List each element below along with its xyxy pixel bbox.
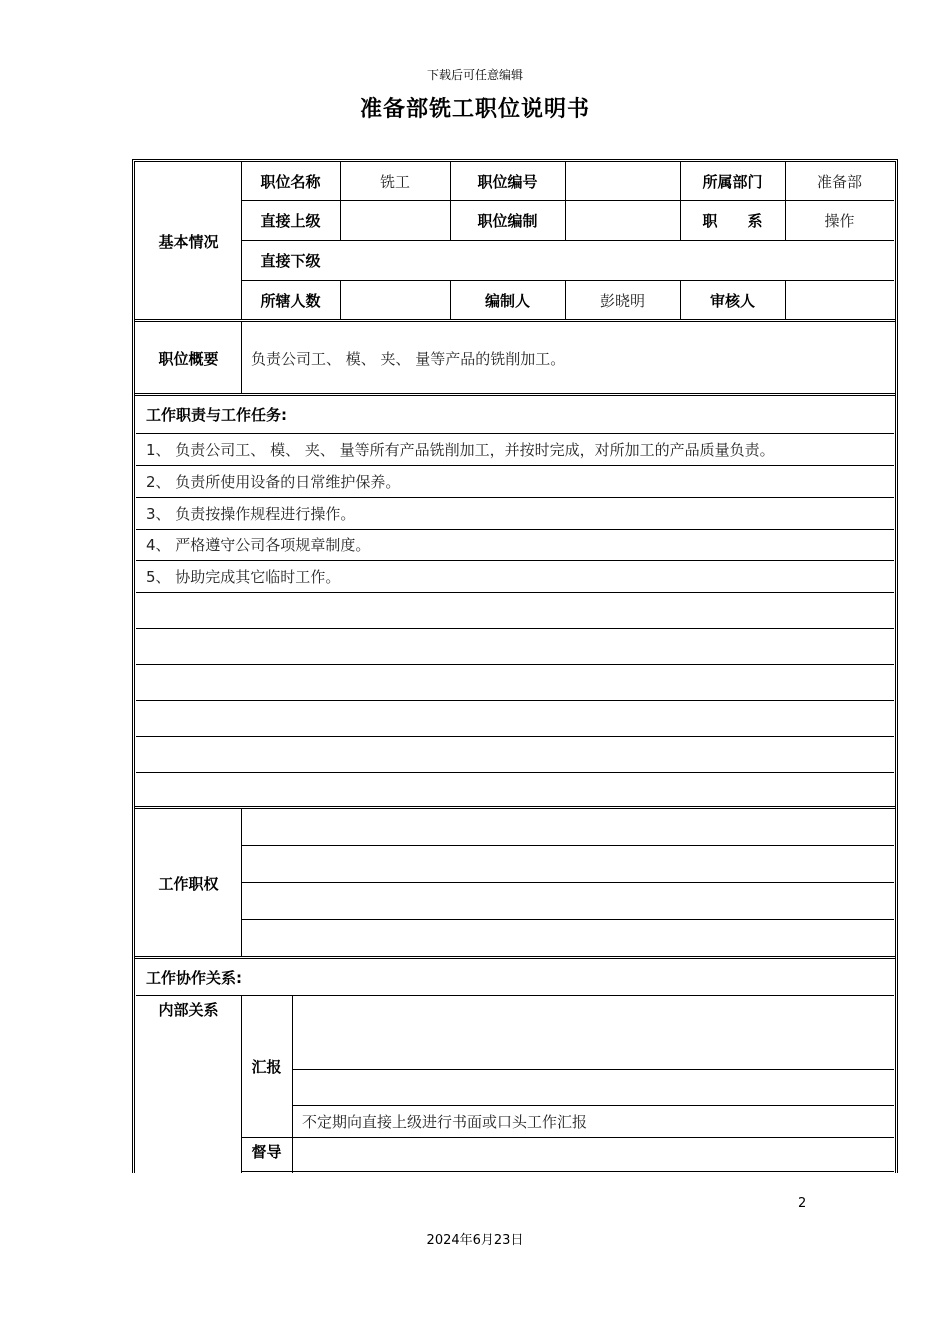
headcount-label: 职位编制 <box>477 211 538 230</box>
reviewer-label: 审核人 <box>709 291 755 310</box>
job-name-label: 职位名称 <box>260 172 321 191</box>
headcount-value <box>565 200 680 240</box>
supervise-label: 督导 <box>251 1142 282 1161</box>
duty-item: 2、 负责所使用设备的日常维护保养。 <box>146 472 401 491</box>
author-label: 编制人 <box>484 291 530 310</box>
page-number: 2 <box>798 1196 807 1211</box>
job-code-value <box>565 162 680 200</box>
job-series-value: 操作 <box>824 211 855 230</box>
reviewer-value <box>785 280 894 320</box>
basic-info-label: 基本情况 <box>158 232 219 251</box>
subordinate-value <box>340 240 894 280</box>
report-label: 汇报 <box>251 1057 282 1076</box>
page-title: 准备部铣工职位说明书 <box>359 97 590 122</box>
duty-item: 1、 负责公司工、 模、 夹、 量等所有产品铣削加工，并按时完成，对所加工的产品质量负责。 <box>146 440 775 459</box>
duty-item: 3、 负责按操作规程进行操作。 <box>146 504 356 523</box>
department-value: 准备部 <box>816 172 862 191</box>
job-series-label: 职 系 <box>702 211 763 230</box>
staff-count-label: 所辖人数 <box>260 291 321 310</box>
duty-item: 4、 严格遵守公司各项规章制度。 <box>146 536 371 554</box>
department-label: 所属部门 <box>702 172 763 191</box>
summary-label: 职位概要 <box>158 349 219 368</box>
superior-label: 直接上级 <box>260 211 321 230</box>
staff-count-value <box>340 280 450 320</box>
internal-relations-label: 内部关系 <box>158 1000 219 1019</box>
report-text: 不定期向直接上级进行书面或口头工作汇报 <box>302 1112 588 1131</box>
job-code-label: 职位编号 <box>477 172 538 191</box>
duty-item: 5、 协助完成其它临时工作。 <box>146 567 341 586</box>
job-name-value: 铣工 <box>379 172 410 191</box>
author-value: 彭晓明 <box>599 291 645 310</box>
authority-label: 工作职权 <box>158 874 219 893</box>
download-note: 下载后可任意编辑 <box>426 68 523 82</box>
summary-text: 负责公司工、 模、 夹、 量等产品的铣削加工。 <box>251 349 566 368</box>
superior-value <box>340 200 450 240</box>
footer-date: 2024年6月23日 <box>426 1233 524 1248</box>
duties-heading: 工作职责与工作任务: <box>146 406 287 424</box>
relations-heading: 工作协作关系: <box>146 968 242 987</box>
subordinate-label: 直接下级 <box>260 251 321 270</box>
